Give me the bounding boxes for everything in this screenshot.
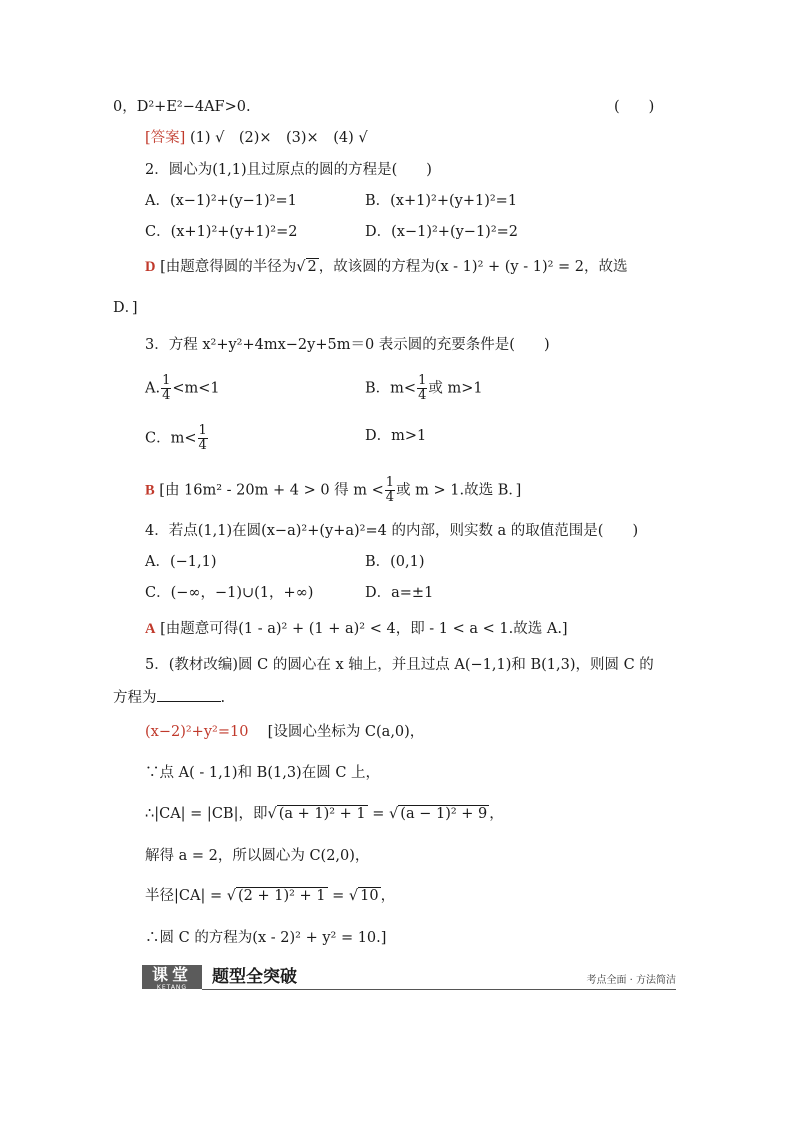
fraction-numerator: 1 xyxy=(385,475,395,490)
q4-solution xyxy=(145,619,568,639)
q5-step-4-text: 半径|CA| = xyxy=(145,888,227,904)
fraction-denominator: 4 xyxy=(162,388,171,403)
answer-line xyxy=(145,128,368,148)
q4-option-b-text: B．(0,1) xyxy=(365,554,425,570)
banner-title: 题型全突破 xyxy=(212,967,297,987)
sqrt-expression: √ (a + 1)² + 1 xyxy=(267,806,366,822)
paren-text: ( ) xyxy=(614,99,655,115)
question-2-text: 2．圆心为(1,1)且过原点的圆的方程是( ) xyxy=(145,162,432,178)
punctuation: ， xyxy=(380,888,396,904)
q5-step-4 xyxy=(145,886,395,906)
fraction xyxy=(385,476,395,505)
q5-step-5 xyxy=(145,928,386,948)
q4-answer-letter: A xyxy=(145,621,156,637)
answer-blank xyxy=(157,687,221,702)
q3-option-a xyxy=(145,374,220,403)
equals-sign: = xyxy=(367,806,390,822)
condition-line xyxy=(113,97,251,117)
fraction-numerator: 1 xyxy=(418,373,427,388)
q2-solution-cont xyxy=(113,298,138,318)
q4-option-c-text: C．(−∞，−1)∪(1，+∞) xyxy=(145,585,314,601)
q5-step-2 xyxy=(145,804,504,824)
q2-solution-text-1: [由题意得圆的半径为 xyxy=(160,259,297,275)
q2-option-a-text: A．(x−1)²+(y−1)²=1 xyxy=(145,193,297,209)
q3-option-a-text: <m<1 xyxy=(172,380,220,397)
condition-text: 0，D²+E²−4AF>0. xyxy=(113,99,251,115)
banner-rule xyxy=(202,989,676,990)
q4-option-d xyxy=(365,583,433,603)
sqrt-radicand: 2 xyxy=(307,259,317,275)
equals-sign: = xyxy=(327,888,349,904)
q3-answer-letter: B xyxy=(145,482,155,499)
q3-solution-text-2: 或 m > 1.故选 B．] xyxy=(396,482,522,499)
sqrt-radicand: (a + 1)² + 1 xyxy=(278,806,366,822)
fraction-denominator: 4 xyxy=(418,388,427,403)
q3-option-d-text: D．m>1 xyxy=(365,428,427,444)
q5-solution xyxy=(145,722,424,742)
q3-solution-text-1: [由 16m² - 20m + 4 > 0 得 m < xyxy=(159,482,384,499)
fraction xyxy=(161,374,171,403)
question-3-text: 3．方程 x²+y²+4mx−2y+5m＝0 表示圆的充要条件是( ) xyxy=(145,337,550,353)
sqrt-radicand: 10 xyxy=(360,888,379,904)
fraction xyxy=(417,374,427,403)
q2-option-c-text: C．(x+1)²+(y+1)²=2 xyxy=(145,224,298,240)
fraction-numerator: 1 xyxy=(162,373,171,388)
answer-text: (1) √ (2)× (3)× (4) √ xyxy=(189,130,368,146)
sqrt-radicand: (a − 1)² + 9 xyxy=(400,806,488,822)
q4-option-a xyxy=(145,552,217,572)
q2-option-c xyxy=(145,222,298,242)
question-5-cont: 方程为 . xyxy=(113,687,225,708)
q4-solution-text: [由题意可得(1 - a)² + (1 + a)² < 4，即 - 1 < a < 1.故选 A.] xyxy=(160,621,568,637)
sqrt-expression: √ 2 xyxy=(296,259,317,275)
fraction-numerator: 1 xyxy=(198,423,207,438)
q5-solution-text: [设圆心坐标为 C(a,0)， xyxy=(267,724,425,740)
q5-step-1-text: ∵点 A( - 1,1)和 B(1,3)在圆 C 上， xyxy=(145,765,381,781)
banner-label: 课堂 xyxy=(151,965,192,984)
q4-option-a-text: A．(−1,1) xyxy=(145,554,217,570)
fraction-denominator: 4 xyxy=(198,438,207,453)
q2-answer-letter: D xyxy=(145,259,156,275)
q5-step-1 xyxy=(145,763,380,783)
q3-option-c-label: C．m< xyxy=(145,430,197,447)
punctuation: ， xyxy=(489,806,504,822)
q5-step-3 xyxy=(145,846,369,866)
sqrt-expression: √ (a − 1)² + 9 xyxy=(389,806,488,822)
q3-option-d xyxy=(365,426,426,446)
banner-sublabel: KETANG xyxy=(156,984,188,991)
sqrt-expression: √ (2 + 1)² + 1 xyxy=(226,888,326,904)
q5-step-5-text: ∴圆 C 的方程为(x - 2)² + y² = 10.] xyxy=(145,930,387,946)
condition-paren xyxy=(614,97,654,117)
question-5 xyxy=(145,655,654,675)
question-4 xyxy=(145,521,638,541)
q3-option-b-text: 或 m>1 xyxy=(428,380,483,397)
q3-option-a-label: A. xyxy=(145,380,161,397)
q5-step-2-text: ∴|CA| = |CB|，即 xyxy=(145,806,268,822)
q2-option-d-text: D．(x−1)²+(y−1)²=2 xyxy=(365,224,519,240)
q4-option-c xyxy=(145,583,313,603)
sqrt-expression: √ 10 xyxy=(348,888,379,904)
q4-option-d-text: D．a=±1 xyxy=(365,585,434,601)
question-2 xyxy=(145,160,432,180)
q3-option-b xyxy=(365,374,483,403)
q2-solution xyxy=(145,257,628,277)
q3-option-c xyxy=(145,424,209,453)
question-5-text: 5．(教材改编)圆 C 的圆心在 x 轴上，并且过点 A(−1,1)和 B(1,3)，则圆 C 的 xyxy=(145,657,654,673)
q2-option-b-text: B．(x+1)²+(y+1)²=1 xyxy=(365,193,518,209)
q4-option-b xyxy=(365,552,425,572)
q3-solution xyxy=(145,476,521,505)
q2-solution-text-2: ，故该圆的方程为(x - 1)² + (y - 1)² = 2，故选 xyxy=(318,259,628,275)
q2-solution-cont-text: D．] xyxy=(113,300,138,316)
fraction xyxy=(198,424,208,453)
question-5-cont-text: 方程为 xyxy=(113,690,157,706)
question-3 xyxy=(145,335,550,355)
section-banner xyxy=(142,965,676,991)
answer-tag: [答案] xyxy=(145,130,186,146)
sqrt-radicand: (2 + 1)² + 1 xyxy=(237,888,326,904)
q2-option-a xyxy=(145,191,297,211)
q5-answer-red: (x−2)²+y²=10 xyxy=(145,724,249,740)
q3-option-b-label: B．m< xyxy=(365,380,417,397)
q2-option-b xyxy=(365,191,517,211)
fraction-denominator: 4 xyxy=(385,490,395,505)
q5-step-3-text: 解得 a = 2，所以圆心为 C(2,0)， xyxy=(145,848,370,864)
question-4-text: 4．若点(1,1)在圆(x−a)²+(y+a)²=4 的内部，则实数 a 的取值范围是( ) xyxy=(145,523,639,539)
banner-tagline: 考点全面 · 方法简洁 xyxy=(586,975,676,986)
q2-option-d xyxy=(365,222,518,242)
